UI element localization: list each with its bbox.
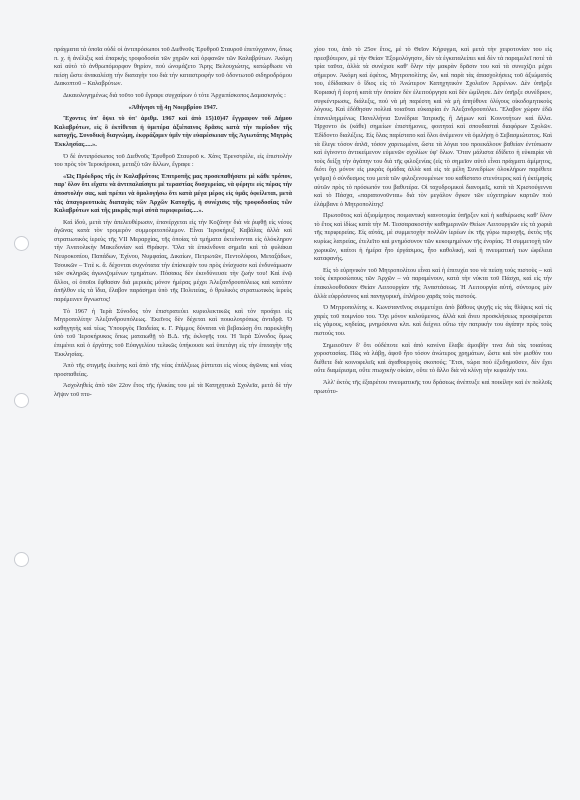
right-text-column <box>314 46 552 399</box>
paragraph: Σημειοῦτεν δ' ὅτι οὐδέποτε καὶ ἀπὸ κανένα ἔλαβε ἀμοιβὴν τινα διὰ τὰς τοιαύτας χοροστασίας. Πῶς νὰ λάβῃ, ἀφοῦ ἦτο τόσον ἀνώτερος χρημάτων, ὥστε καὶ τὸν μισθόν του διέθετε διὰ κοινοφελεῖς καὶ ἀγαθοεργοὺς σκοπούς; Ἔτσι, τώρα ποὺ ἐξεδημοῦσεν, δὲν ἔχει οὔτε διαμέρισμα, οὔτε πτωχικὴν οἰκίαν, οὔτε τὸ ἄλλο διὰ νὰ κλίνῃ τὴν κεφαλήν του. <box>314 341 552 375</box>
paragraph: πράγματα τὰ ὁποῖα οὐδὲ οἱ ἀντιπρόσωποι τοῦ Διεθνοῦς Ἐρυθροῦ Σταυροῦ ἐπετύγχανον, ὅπως π. χ. ἡ ἀνέλιξις καὶ ἐπαρκὴς τροφοδοσία τῶν χηρῶν καὶ ὀρφανῶν τῶν Καλαβρύτων. Ἀκόμη καὶ αὐτὸ τὸ ἀνθρωπόμορφον θηρίον, ποὺ ὠνομάζετο Ἄρης Βελουχιώτης, κατώρθωσε νὰ πείσῃ ὥστε ἀνακαλέσῃ τὴν διαταγὴν του διὰ τὴν καταστροφὴν τοῦ ὀδοντωτοῦ σιδηροδρόμου Διακοπτοῦ – Καλαβρύτων. <box>54 46 292 88</box>
paragraph: Τὸ 1967 ἡ Ἱερὰ Σύνοδος τὸν ἐπιστρατεύει κυριολεκτικῶς καὶ τὸν προάγει εἰς Μητροπολίτην Ἀλεξανδρουπόλεως. Ἐκεῖνος δὲν δέχεται καὶ ποικιλοτρόπως ἀντιδρᾷ. Ὁ καθηγητὴς καὶ τέως Ὑπουργὸς Παιδείας κ. Γ. Ράμμος δύναται νὰ βεβαιώσῃ ὅτι παρεκλήθη ὑπὸ τοῦ Ἱεροκήρυκος ὅπως ματαιωθῇ τὸ Β.Δ. τῆς ἐκλογῆς του. Ἡ Ἱερὰ Σύνοδος ὅμως ἐπιμένει καὶ ὁ ἐργάτης τοῦ Εὐαγγελίου τελικῶς ὑπήκουσε καὶ ὑπετάγη εἰς τὴν ἐπιταγὴν τῆς Ἐκκλησίας. <box>54 307 292 358</box>
paragraph: Ἀσχοληθεὶς ἀπὸ τῶν 22ον ἔτος τῆς ἡλικίας του μὲ τὰ Κατηχητικὰ Σχολεῖα, μετὰ δὲ τὴν λῆψιν τοῦ πτυ- <box>54 382 292 398</box>
paragraph: «Ὡς Πρόεδρος τῆς ἐν Καλαβρύτοις Ἐπιτροπῆς μας προσεπαθήσατε μὲ κάθε τρόπον, παρ' ὅλον ὅτι εἴχατε νὰ ἀντιπαλαίσητε μὲ τεραστίας δυσχερείας, νὰ φέρητε εἰς πέρας τὴν ἀποστολήν σας, καὶ πρέπει νὰ ὁμολογήσω ὅτι κατὰ μέγα μέρος εἰς ὑμᾶς ὀφείλεται, μετὰ τὰς ἀπαγορευτικὰς διαταγὰς τῶν Ἀρχῶν Κατοχῆς, ἡ συνέχισις τῆς τροφοδοσίας τῶν Καλαβρύτων καὶ τῆς μικρᾶς περὶ αὐτὰ περιφερείας....». <box>54 172 292 215</box>
paragraph: χίου του, ἀπὸ τὸ 25ον ἔτος, μὲ τὸ Θεῖον Κήρυγμα, καὶ μετὰ τὴν χειροτονίαν του εἰς πρεσβύτερον, μὲ τὴν Θείαν Ἐξομολόγησιν, δὲν τὰ ἐγκαταλείπει καὶ δὲν τὰ παραμελεῖ ποτέ τὰ τρία ταῦτα, ἀλλὰ τὰ συνέχισε καθ' ὅλην τὴν μακρὰν δρᾶσιν του καὶ τὰ συνεχίζει μέχρι σήμερον. Ἀκόμη καὶ ἐφέτος, Μητροπολίτης ὤν, καὶ παρὰ τὰς ἀπασχολήσεις τοῦ ἀξιώματός του, ἐδίδασκεν ὁ ἴδιος εἰς τὸ Ἀνώτερον Κατηχητικὸν Σχολεῖον Ἀρρένων. Δὲν ὑπῆρξε Κυριακὴ ἢ ἑορτή κατὰ τὴν ὁποίαν δὲν ἐλειτούργησε καὶ δὲν ὡμίλησε. Δὲν ὑπῆρξε συνέδριον, συγκέντρωσις, διάλεξις, ποὺ νὰ μὴ παρέστη καὶ νὰ μὴ ἀπηύθυνε ὀλίγους οἰκοδομητικοὺς λόγους. Καὶ ἐδόθησαν πολλαὶ τοιαῦται εὐκαιρίαι ἐν Ἀλεξανδρουπόλει. Ἔλαβον χώραν ἐδῶ ἐπανειλημμένως Πανελλήνια Συνέδρια Ἰατρικῆς ἢ Δήμων καὶ Κοινοτήτων καὶ ἄλλα. Ἠρχοντο ἐκ (κάθε) σημείων ἐπιστήμονες, φοιτηταί καὶ σπουδασταὶ διαφόρων Σχολῶν. Ἐδίδοντο διαλέξεις. Εἰς ὅλας παρίστατο καὶ ὅλοι ἀνέμενον νὰ ὁμιλήσῃ ὁ Σεβασμιώτατος. Καὶ τὰ ἔλεγε τόσον ἁπλᾶ, τόσον χαριτωμένα, ὥστε τὰ λόγια του προεκάλουν βαθείαν ἐντύπωσιν καὶ ἐγίνοντο ἀντικείμενον εὐμενῶν σχολίων ὑφ' ὅλων. Ὅταν μάλιστα ἐδίδετο ἡ εὐκαιρία νὰ τοὺς δείξῃ τὴν ἀγάπην του διὰ τῆς φιλοξενίας (εἰς τὸ σημεῖον αὐτὸ εἶναι πράγματι ἀμίμητος, διότι ὄχι μόνον εἰς μικρὰς ὁμάδας ἀλλὰ καὶ εἰς τὰ μέλη Συνεδρίων ὁλοκλήρων παρέθετε γεῦμα) ὁ σύνδεσμος του μετὰ τῶν φιλοξενουμένων του καθίστατο στενότερος καὶ ἡ ἐκτίμησίς αὐτῶν πρὸς τὸ πρόσωπόν του βαθυτέρα. Οἱ ταχυδρομικοὶ διανομεῖς, κατὰ τὰ Χριστούγεννα καὶ τὸ Πάσχα, «παραπονοῦνται» διὰ τὸν μεγάλον ὄγκον τῶν εὐχετηρίων καρτῶν ποὺ ἐλάμβανε ὁ Μητροπολίτης! <box>314 46 552 208</box>
paragraph: Ἀλλ' ἐκτὸς τῆς ἐξαιρέτου πνευματικῆς του δράσεως ἀνέπτυξε καὶ ποικίλην καὶ ἐν πολλοῖς πρωτότυ- <box>314 378 552 395</box>
paragraph: Δικαιολογημένως διὰ τοῦτο τοῦ ἔγραφε συγχαίρων ὁ τότε Ἀρχιεπίσκοπος Δαμασκηνός : <box>63 91 286 99</box>
paragraph: Εἰς τὸ εὐρηνικὸν τοῦ Μητροπολίτου εἶναι καὶ ἡ ἐπιτυχία του νὰ πείσῃ τοὺς πιστοὺς – καὶ τοὺς ἐκπροσώπους τῶν Ἀρχῶν – νὰ παραμένουν, κατὰ τὴν νύκτα τοῦ Πάσχα, καὶ εἰς τὴν ἐπακολουθοῦσαν Θείαν Λειτουργίαν τῆς Ἀναστάσεως. Ἡ Λειτουργία αὐτή, σύντομος μὲν ἀλλὰ εὐφρόσυνος καὶ πανηγυρική, ἐπλήρου χαρᾶς τοὺς πιστούς. <box>314 266 552 300</box>
punch-hole-icon <box>14 236 29 251</box>
paragraph: Πρωτοῦτος καὶ ἀξιομίμητος ποιμαντικὴ καινοτομία ὑπῆρξεν καὶ ἡ καθιέρωσις καθ' ὅλον τὸ ἔτος καὶ ἰδίως κατὰ τὴν Μ. Τεσσαρακοστὴν καθημερινῶν Θείων Λειτουργιῶν εἰς τὰ χωριὰ τῆς περιφερείας. Εἰς αὐτάς, μὲ συμμετοχὴν πολλῶν ἱερέων ἐκ τῆς γύρω περιοχῆς, ἐκτὸς τῆς κυρίως λατρείας, ἐτελεῖτο καὶ μνημόσυνον τῶν κεκοιμημένων τῆς ἐνορίας. Ἡ συμμετοχὴ τῶν χωρικῶν, καίτοι ἡ ἡμέρα ἦτο ἐργάσιμος, ἦτο καθολική, καὶ ἡ πνευματικὴ των ὠφέλεια καταφανής. <box>314 212 552 263</box>
paragraph: Ὁ Μητροπολίτης κ. Κωνσταντῖνος συμμετέχει ἀπὸ βάθους ψυχῆς εἰς τὰς θλίψεις καὶ τὶς χαρὲς τοῦ ποιμνίου του. Ὄχι μόνον καλούμενος, ἀλλὰ καὶ ἄνευ προσκλήσεως προσφέρεται εἰς γάμους, κηδείας, μνημόσυνα κλπ. καὶ δείχνει οὕτω τὴν πατρικὴν του ἀγάπην πρὸς τοὺς πιστούς του. <box>314 304 552 337</box>
paragraph: Καὶ ἰδοὺ, μετὰ τὴν ἀπελευθέρωσιν, ἐπανέρχεται εἰς τὴν Κοζάνην διὰ νὰ ῥιφθῇ εἰς νέους ἀγῶνας κατὰ τὸν τρομερὸν συμμοριτοπόλεμον. Εἶναι Ἱεροκήρυξ Καβάλας ἀλλὰ καὶ στρατιωτικὸς ἱερεὺς τῆς VII Μεραρχίας, τῆς ὁποίας τὰ τμήματα ἐκτείνονται εἰς ὁλόκληρον τὴν Ἀνατολικὴν Μακεδονίαν καὶ Θράκην. Ὅλα τὰ ἐπικίνδυνα σημεῖα καὶ τὰ φυλάκια Νευροκοπίου, Παπάδων, Ἐχίνου, Νυμφαίας, Δικαίων, Πετρωτῶν, Πεντολόφου, Μεταξάδων, Τσουκῶν – Τιτὲ κ. ἄ. δέχονται συχνότατα τὴν ἐπίσκεψίν του πρὸς ἐνίσχυσιν καὶ ἐνδυνάμωσιν τῶν σκληρῶς ἀγωνιζομένων τμημάτων. Πόσακις δὲν ἐκινδύνευσε τὴν ζωήν του! Καὶ ἐνῷ ἄλλοι, οἱ ὁποῖοι ἔφθασαν διὰ μερικὰς μόνον ἡμέρας μέχρι Ἀλεξανδρουπόλεως καὶ κατόπιν ἀπῆλθον εἰς τὰ ἴδια, ἔλαβον παράσημα ὑπὸ τῆς Πολιτείας, ὁ θρυλικὸς στρατιωτικὸς ἱερεὺς παρέμεινεν ἄγνωστος! <box>54 218 292 304</box>
binder-holes <box>14 0 32 800</box>
left-text-column <box>54 46 292 403</box>
punch-hole-icon <box>14 393 29 408</box>
paragraph: Ἀπὸ τῆς στιγμῆς ἐκείνης καὶ ἀπὸ τῆς νέας ἐπάλξεως ῥίπτεται εἰς νέους ἀγῶνας καὶ νέας προσπαθείας. <box>54 362 292 378</box>
paragraph: Ἔχοντες ὑπ' ὄψει τὸ ὑπ' ἀριθμ. 1967 καὶ ἀπὸ 15)10)47 ἔγγραφον τοῦ Δήμου Καλαβρύτων, εἰς ὃ ἐκτίθεται ἡ ὑμετέρα ἀξιέπαινος δρᾶσις κατὰ τὴν περίοδον τῆς κατοχῆς, Συνοδικὴ διαγνώμη, ἐκφράζομεν ὑμῖν τὴν εὐαρέσκειαν τῆς Ἁγιωτάτης Μητρὸς Ἐκκλησίας.....». <box>54 115 292 148</box>
paragraph: «Ἀθήνησι τῇ 4ῃ Νοεμβρίου 1947. <box>128 103 218 111</box>
punch-hole-icon <box>14 552 29 567</box>
paragraph: Ὁ δὲ ἀντιπρόσωπος τοῦ Διεθνοῦς Ἐρυθροῦ Σταυροῦ κ. Χὰνς Ἐρενστρὲλε, εἰς ἐπιστολὴν του πρὸς τὸν Ἱεροκήρυκα, μεταξὺ τῶν ἄλλων, ἔγραφε : <box>54 152 292 169</box>
